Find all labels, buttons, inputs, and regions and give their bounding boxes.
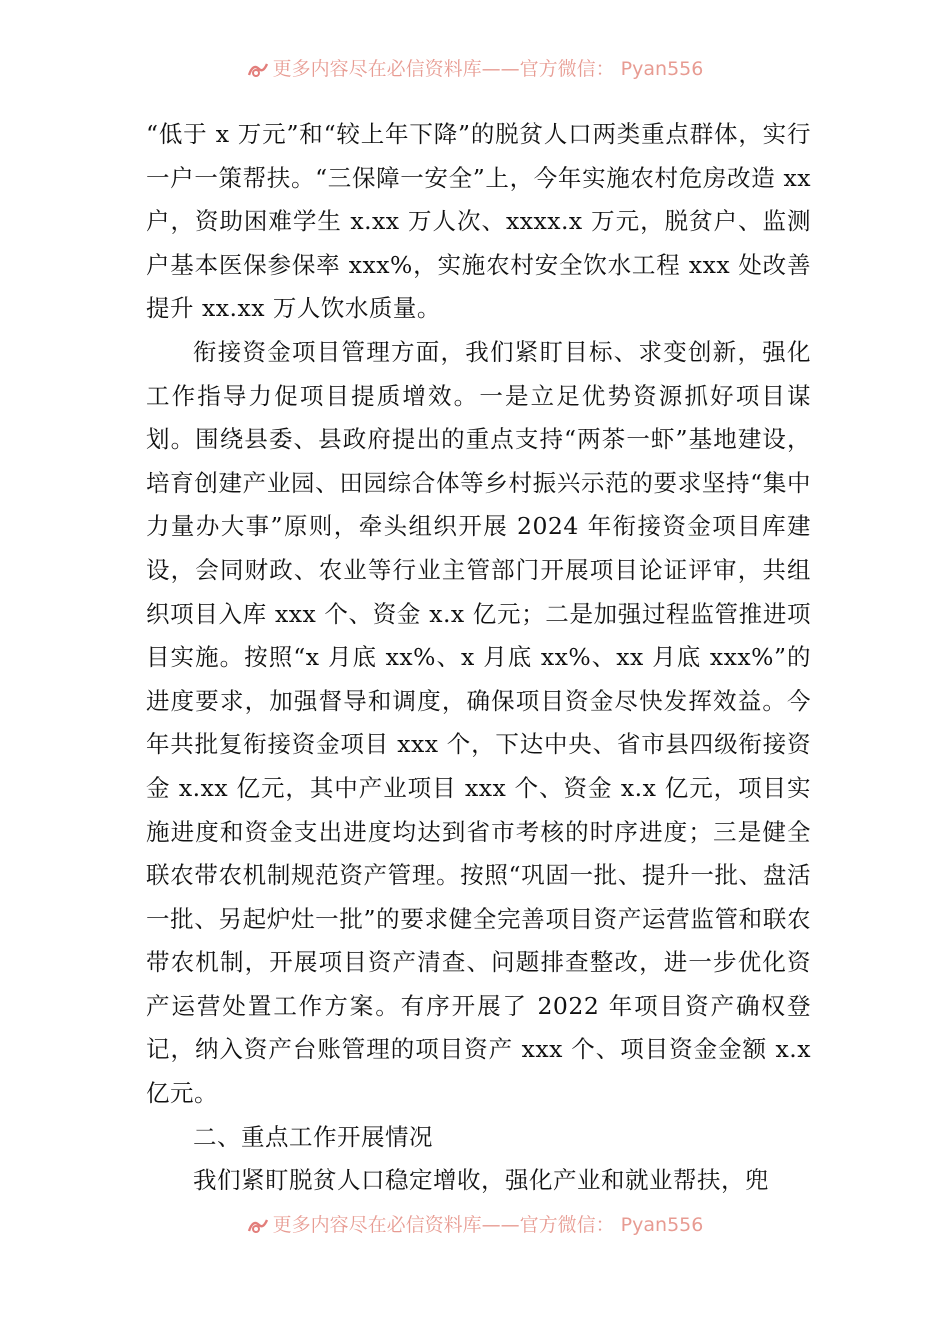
paragraph-poverty-groups: “低于 x 万元”和“较上年下降”的脱贫人口两类重点群体，实行一户一策帮扶。“三保障一安全”上，今年实施农村危房改造 xx 户，资助困难学生 x.xx 万人次、xxxx.x 万元，脱贫户、监测户基本医保参保率 xxx%，实施农村安全饮水工程 xxx 处改善提升 xx.xx 万人饮水质量。 — [146, 120, 811, 323]
logo-icon — [247, 1217, 269, 1235]
watermark-text: 更多内容尽在必信资料库——官方微信： Pyan556 — [272, 1214, 704, 1236]
watermark-header — [0, 58, 950, 80]
paragraph-fund-management: 衔接资金项目管理方面，我们紧盯目标、求变创新，强化工作指导力促项目提质增效。一是立足优势资源抓好项目谋划。围绕县委、县政府提出的重点支持“两茶一虾”基地建设，培育创建产业园、田园综合体等乡村振兴示范的要求坚持“集中力量办大事”原则，牵头组织开展 2024 年衔接资金项目库建设，会同财政、农业等行业主管部门开展项目论证评审，共组织项目入库 xxx 个、资金 x.x 亿元；二是加强过程监管推进项目实施。按照“x 月底 xx%、x 月底 xx%、xx 月底 xxx%”的进度要求，加强督导和调度，确保项目资金尽快发挥效益。今年共批复衔接资金项目 xxx 个，下达中央、省市县四级衔接资金 x.xx 亿元，其中产业项目 xxx 个、资金 x.x 亿元，项目实施进度和资金支出进度均达到省市考核的时序进度；三是健全联农带农机制规范资产管理。按照“巩固一批、提升一批、盘活一批、另起炉灶一批”的要求健全完善项目资产运营监管和联农带农机制，开展项目资产清查、问题排查整改，进一步优化资产运营处置工作方案。有序开展了 2022 年项目资产确权登记，纳入资产台账管理的项目资产 xxx 个、项目资金金额 x.x 亿元。 — [146, 337, 811, 1108]
logo-icon — [247, 61, 269, 79]
paragraph-key-work: 我们紧盯脱贫人口稳定增收，强化产业和就业帮扶，兜 — [193, 1166, 769, 1195]
document-body — [146, 113, 811, 1203]
watermark-footer — [0, 1214, 950, 1236]
watermark-text: 更多内容尽在必信资料库——官方微信： Pyan556 — [272, 58, 704, 80]
section-heading: 二、重点工作开展情况 — [193, 1122, 433, 1151]
